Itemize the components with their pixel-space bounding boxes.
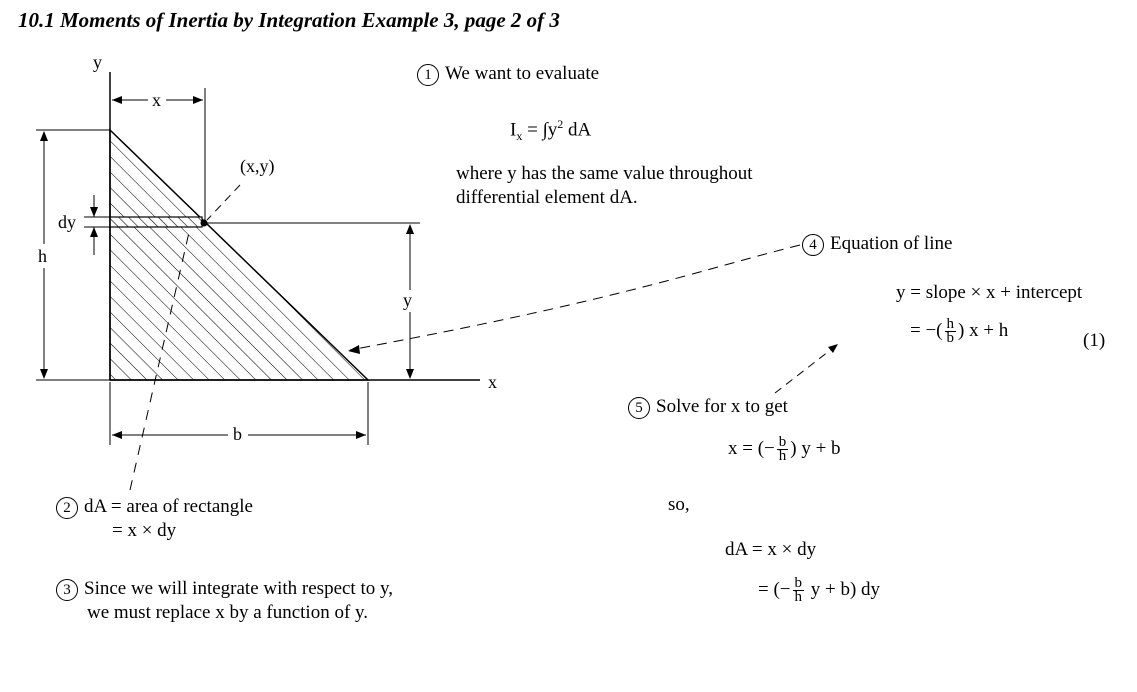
x-dimension-label: x (152, 90, 161, 110)
triangle-area (110, 130, 368, 380)
step-3-text: Since we will integrate with respect to y, (84, 578, 394, 599)
step-1-note-2: differential element dA. (456, 187, 638, 208)
step-1-text: We want to evaluate (445, 63, 600, 84)
step-1-note-1: where y has the same value throughout (456, 163, 753, 184)
step-5-number: 5 (628, 397, 650, 419)
b-dimension-label: b (233, 424, 242, 444)
y-axis-label: y (93, 52, 102, 72)
step-2-number: 2 (56, 497, 78, 519)
x-equation: x = (− $\frac{b}{h}$ ) y + b (728, 434, 841, 464)
da-equation-1: dA = x × dy (725, 539, 817, 560)
point-label: (x,y) (240, 156, 275, 176)
page-title: 10.1 Moments of Inertia by Integration Example 3, page 2 of 3 (18, 8, 560, 32)
da-equation-2: = (− $\frac{b}{h}$ y + b) dy (758, 575, 881, 605)
x-axis-label: x (488, 372, 497, 392)
dy-dimension-label: dy (58, 212, 76, 232)
step-2-text: dA = area of rectangle (84, 496, 253, 517)
so-text: so, (668, 494, 690, 515)
line-equation-2: = −( $\frac{h}{b}$ ) x + h (910, 316, 1009, 346)
y-dimension-label: y (403, 290, 412, 310)
step-5-text: Solve for x to get (656, 396, 788, 417)
step-2-line-2: = x × dy (112, 520, 177, 541)
line-equation: y = slope × x + intercept (896, 282, 1083, 303)
step-4 (802, 233, 952, 256)
step-3 (56, 578, 393, 601)
step-2 (56, 496, 253, 519)
step-5 (628, 396, 788, 419)
step-1-number: 1 (417, 64, 439, 86)
step-4-number: 4 (802, 234, 824, 256)
h-dimension-label: h (38, 246, 47, 266)
step-3-line-2: we must replace x by a function of y. (87, 602, 369, 623)
step-1 (417, 63, 599, 86)
step-3-number: 3 (56, 579, 78, 601)
inertia-equation: $I_x = \int y^2$ dA (510, 117, 592, 144)
step-4-text: Equation of line (830, 233, 953, 254)
equation-number: (1) (1083, 330, 1106, 351)
